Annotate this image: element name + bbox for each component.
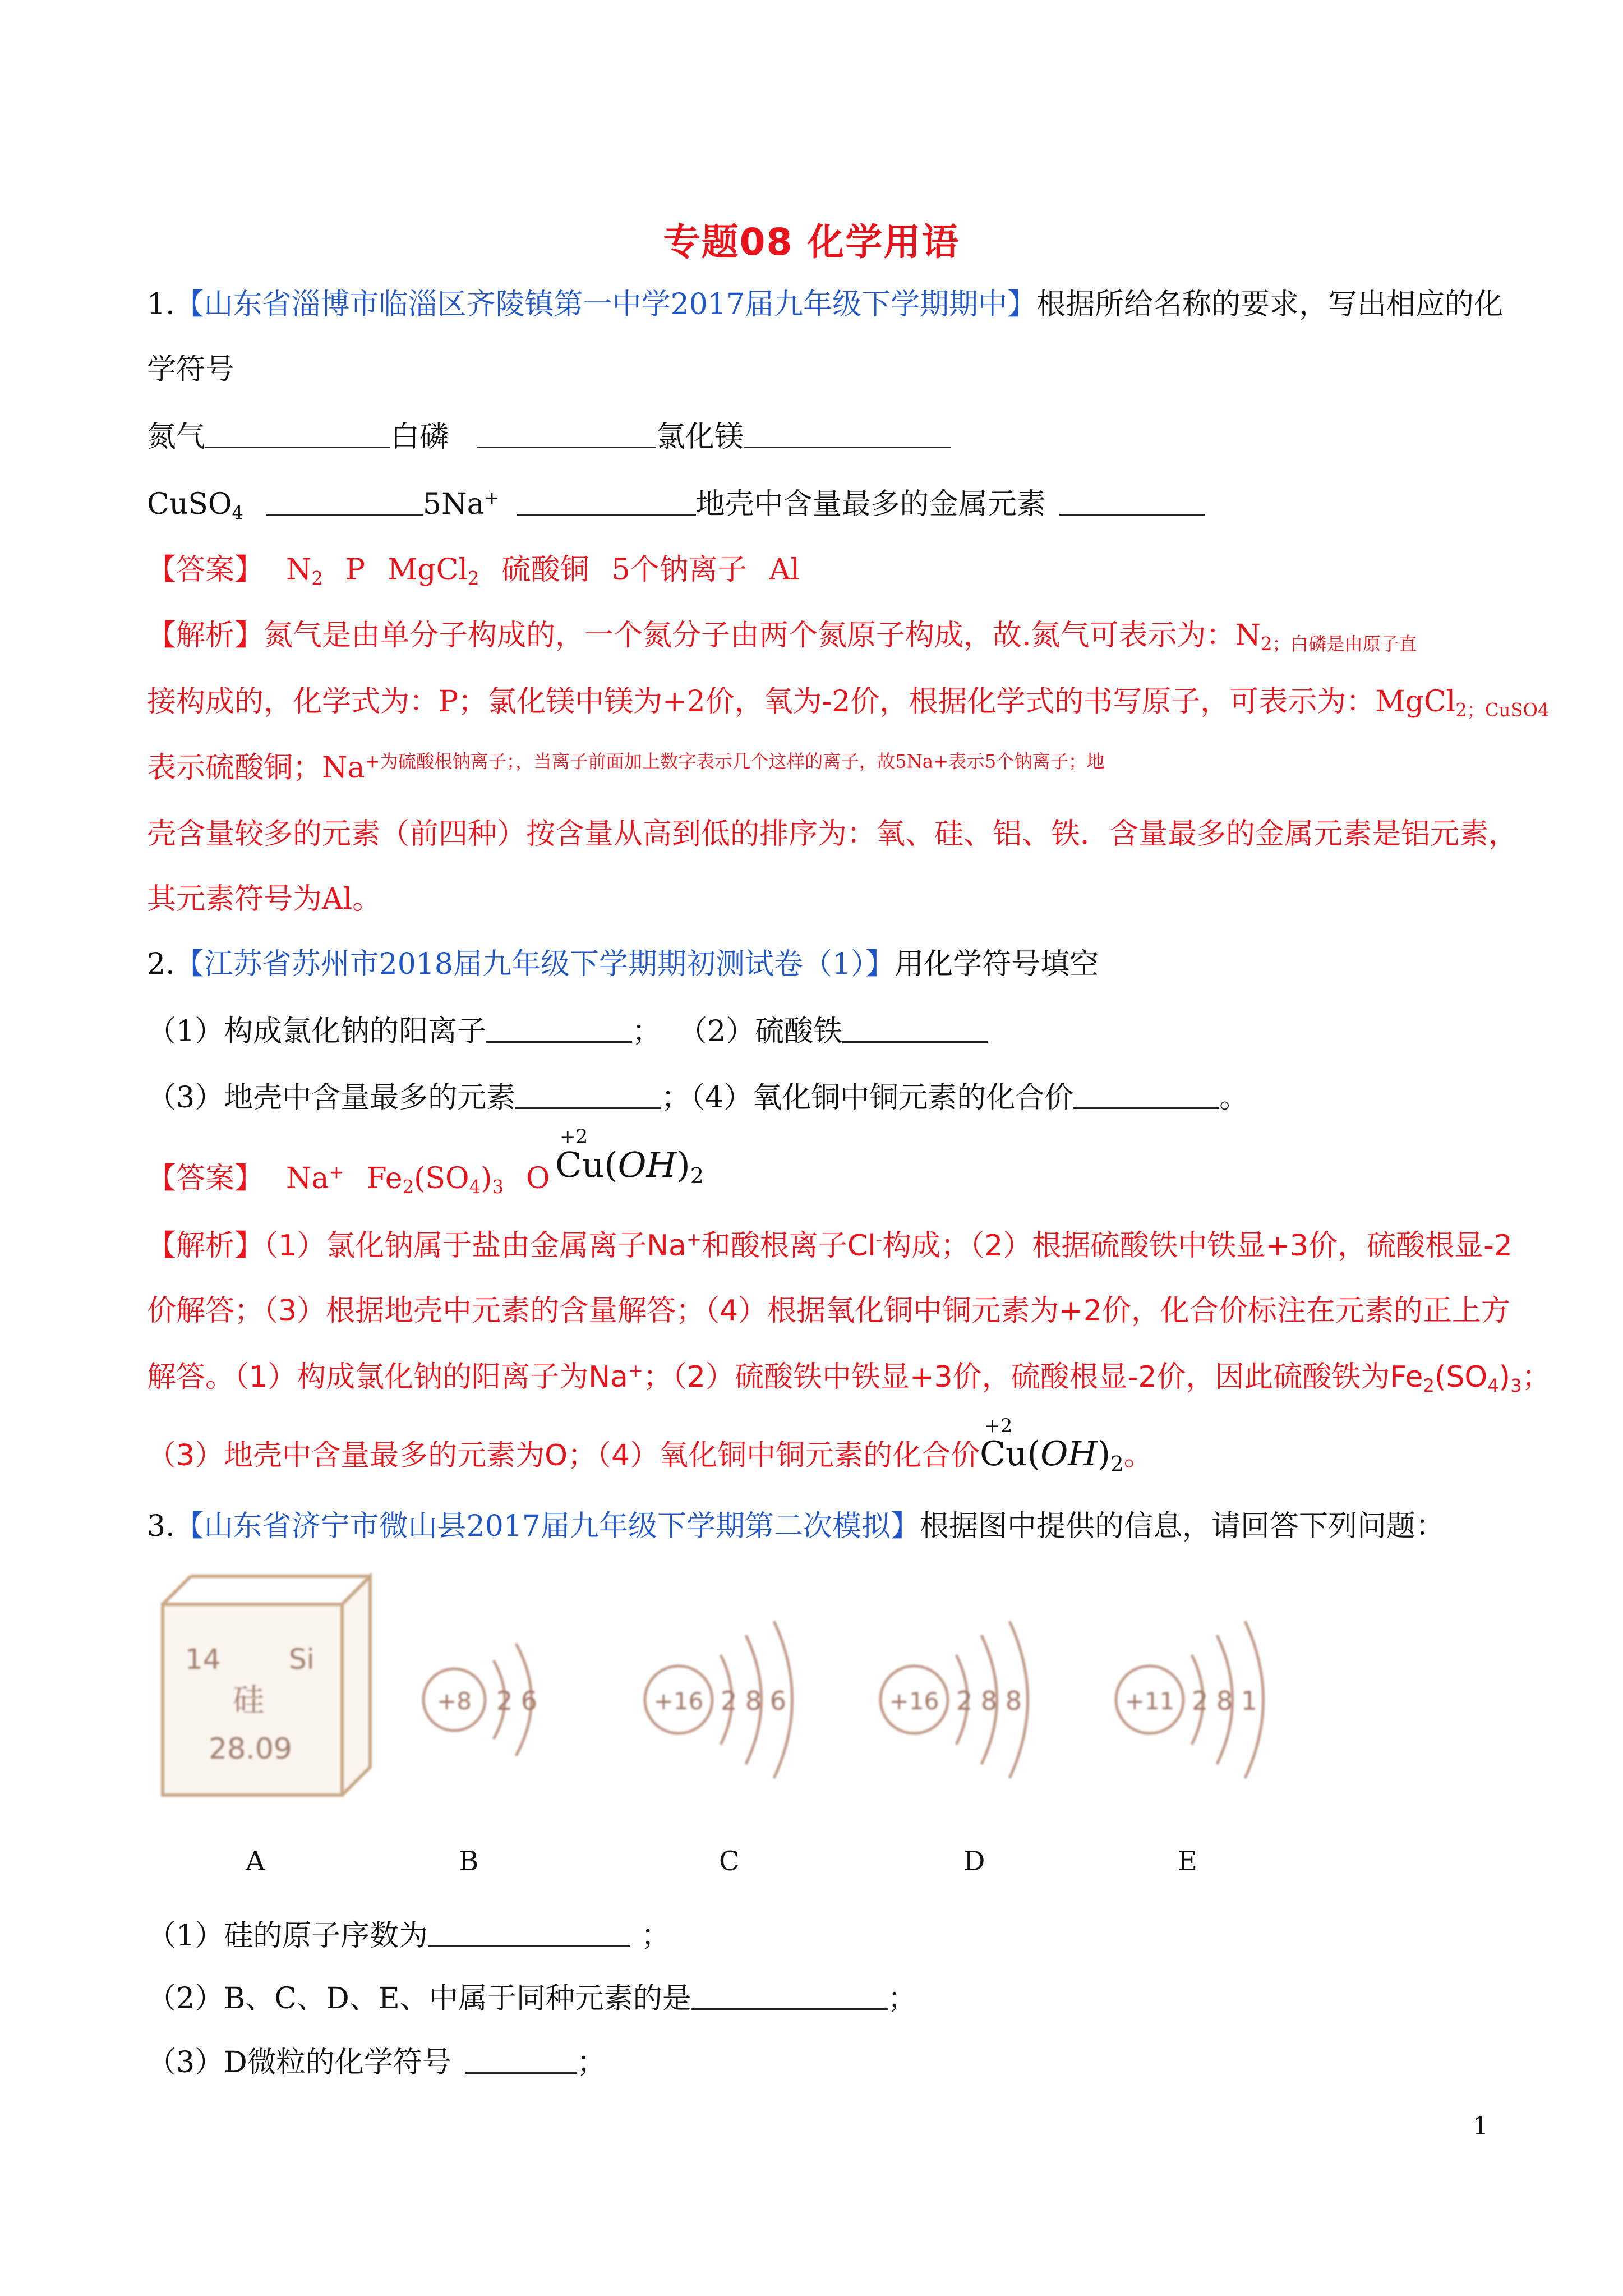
q1-analysis-label: 【解析】 xyxy=(147,619,264,652)
atom-b-shells: 2 6 xyxy=(496,1686,538,1716)
q1-stem-line1 xyxy=(147,287,1503,322)
q3-blank-2[interactable] xyxy=(691,1982,888,2010)
q1-stem: 根据所给名称的要求，写出相应的化 xyxy=(1036,288,1504,321)
atom-structure-figure xyxy=(157,1571,1324,1885)
q3-sub2: （2）B、C、D、E、中属于同种元素的是 ； xyxy=(147,1982,917,2016)
q1-analysis-line4: 壳含量较多的元素（前四种）按含量从高到低的排序为：氧、硅、铝、铁．含量最多的金属元素是铝元素， xyxy=(147,817,1518,851)
atom-c-shells: 2 8 6 xyxy=(721,1686,787,1716)
q2-answer-fe2so43: $Fe_2(SO_4)_3$ xyxy=(366,1162,504,1198)
q2-analysis-line1: 【解析】（1）氯化钠属于盐由金属离子Na+和酸根离子Cl-构成；（2）根据硫酸铁中铁显+3价，硫酸根显-2 xyxy=(147,1228,1513,1263)
q1-answer xyxy=(147,553,800,590)
q1-phosphorus-label: 白磷 xyxy=(390,420,449,454)
q2-blank-1[interactable] xyxy=(486,1015,632,1043)
q1-answer-mgcl2: MgCl$_2$ xyxy=(388,553,479,590)
q1-5na: 5Na+ xyxy=(423,487,500,521)
q2-blank-2[interactable] xyxy=(842,1015,988,1043)
q1-mgcl-label: 氯化镁 xyxy=(656,420,744,454)
q1-answer-p: P xyxy=(345,553,366,587)
q1-blank-3[interactable] xyxy=(744,420,951,448)
page-title: 专题08 化学用语 xyxy=(663,220,960,264)
q3-number: 3. xyxy=(147,1510,175,1543)
q1-stem-line2: 学符号 xyxy=(147,353,235,386)
q2-stem: 2.【江苏省苏州市2018届九年级下学期期初测试卷（1）】用化学符号填空 xyxy=(147,947,1099,981)
page-number: 1 xyxy=(1473,2112,1488,2141)
q2-analysis-cuoh2: +2 $Cu(OH)_2$ xyxy=(980,1415,1124,1476)
q2-analysis-line3: 解答。（1）构成氯化钠的阳离子为Na+；（2）硫酸铁中铁显+3价，硫酸根显-2价，因此硫酸铁为$Fe_2(SO_4)_3$； xyxy=(147,1360,1551,1397)
cell-symbol: Si xyxy=(289,1643,315,1676)
atom-b-nucleus: +8 xyxy=(437,1687,472,1715)
q1-blank-6[interactable] xyxy=(1059,487,1205,516)
q2-analysis-line2: 价解答；（3）根据地壳中元素的含量解答；（4）根据氧化铜中铜元素为+2价，化合价标注在元素的正上方 xyxy=(147,1294,1510,1328)
q1-source: 【山东省淄博市临淄区齐陵镇第一中学2017届九年级下学期期中】 xyxy=(174,288,1036,321)
q1-blank-4[interactable] xyxy=(266,487,423,516)
q1-row2 xyxy=(147,487,1205,524)
q2-answer xyxy=(147,1161,550,1198)
figure-label-e: E xyxy=(1178,1846,1198,1877)
q1-answer-al: Al xyxy=(769,553,800,587)
figure-label-a: A xyxy=(246,1846,265,1877)
q2-items-row1: （1）构成氯化钠的阳离子 ； （2）硫酸铁 xyxy=(147,1014,988,1049)
q1-blank-1[interactable] xyxy=(205,420,390,448)
q1-answer-label: 【答案】 xyxy=(147,553,264,587)
atom-e-nucleus: +11 xyxy=(1124,1687,1175,1715)
figure-label-b: B xyxy=(459,1846,479,1877)
cell-number: 14 xyxy=(185,1643,221,1676)
q1-blank-5[interactable] xyxy=(517,487,696,516)
q1-metal-label: 地壳中含量最多的金属元素 xyxy=(695,487,1046,521)
figure-label-d: D xyxy=(963,1846,985,1877)
atom-e-shells: 2 8 1 xyxy=(1192,1686,1258,1716)
q3-sub1: （1）硅的原子序数为 ； xyxy=(147,1919,671,1953)
q1-nitrogen-label: 氮气 xyxy=(147,420,206,454)
q3-sub3: （3）D微粒的化学符号 ； xyxy=(147,2046,606,2079)
q1-analysis-line5: 其元素符号为Al。 xyxy=(147,882,382,916)
q3-stem: 3.【山东省济宁市微山县2017届九年级下学期第二次模拟】根据图中提供的信息，请回答下列问题： xyxy=(147,1510,1445,1543)
q1-row1 xyxy=(147,420,951,454)
q3-blank-3[interactable] xyxy=(465,2046,577,2074)
cell-name: 硅 xyxy=(233,1682,264,1719)
atom-d-shells: 2 8 8 xyxy=(956,1686,1022,1716)
q2-answer-o: O xyxy=(525,1162,550,1195)
atom-d-nucleus: +16 xyxy=(889,1687,939,1715)
q3-blank-1[interactable] xyxy=(428,1919,630,1947)
q1-answer-cuso4: 硫酸铜 xyxy=(501,553,589,587)
q1-cuso4: CuSO$_4$ xyxy=(147,487,244,524)
q2-number: 2. xyxy=(147,947,175,981)
figure-label-c: C xyxy=(719,1846,740,1877)
q2-blank-4[interactable] xyxy=(1073,1081,1219,1109)
q2-analysis-line4: （3）地壳中含量最多的元素为O；（4）氧化铜中铜元素的化合价 +2 $Cu(OH)_2$。 xyxy=(147,1415,1153,1476)
q2-items-row2: （3）地壳中含量最多的元素 ；（4）氧化铜中铜元素的化合价 。 xyxy=(147,1081,1249,1115)
q2-answer-cuoh2: +2 $Cu(OH)_2$ xyxy=(555,1125,704,1189)
q2-answer-na: Na+ xyxy=(286,1161,344,1195)
q1-number: 1. xyxy=(147,288,175,321)
q1-analysis-line1: 【解析】氮气是由单分子构成的，一个氮分子由两个氮原子构成，故.氮气可表示为：$N_{2;白磷是由原子直}$ xyxy=(147,619,1417,655)
q1-answer-n2: $N_2$ xyxy=(286,553,324,590)
q1-answer-na: 5个钠离子 xyxy=(611,553,747,587)
q3-source: 【山东省济宁市微山县2017届九年级下学期第二次模拟】 xyxy=(174,1510,920,1543)
q2-answer-label: 【答案】 xyxy=(147,1162,264,1195)
cell-mass: 28.09 xyxy=(209,1732,292,1766)
q2-source: 【江苏省苏州市2018届九年级下学期期初测试卷（1）】 xyxy=(174,947,895,981)
q1-analysis-line3: 表示硫酸铜；$Na^{+为硫酸根钠离子;,当离子前面加上数字表示几个这样的离子,故5Na+表示5个钠离子;地}$ xyxy=(147,751,1105,785)
q1-analysis-line2: 接构成的，化学式为：P；氯化镁中镁为+2价，氧为-2价，根据化学式的书写原子，可表示为：MgCl$_{2;CuSO4}$ xyxy=(147,685,1550,721)
atom-c-nucleus: +16 xyxy=(653,1687,704,1715)
q2-analysis-label: 【解析】 xyxy=(147,1229,264,1263)
q2-blank-3[interactable] xyxy=(515,1081,661,1109)
q1-blank-2[interactable] xyxy=(477,420,656,448)
